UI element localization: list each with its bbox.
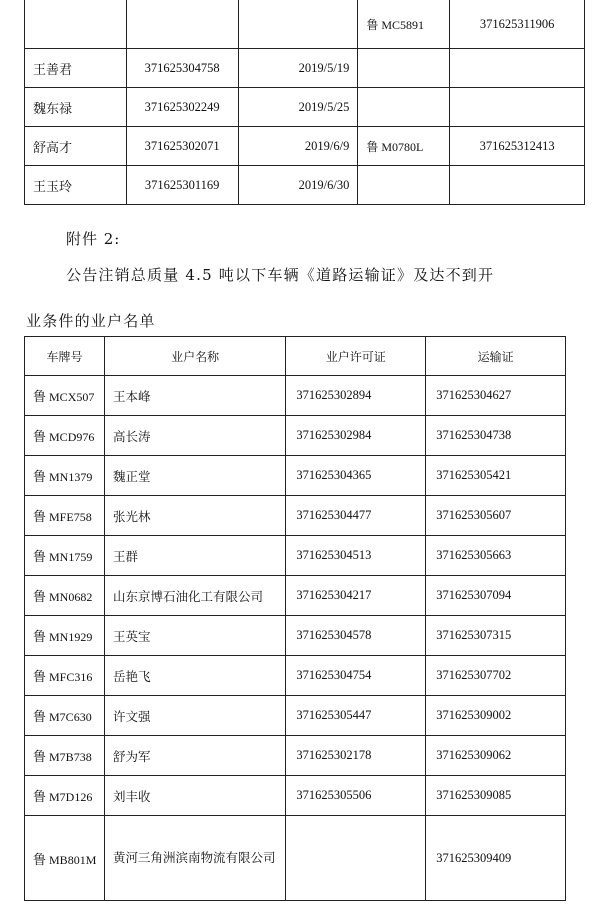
table-row <box>25 536 566 576</box>
permit-number: 371625301169 <box>126 166 238 205</box>
plate-cell <box>25 616 105 656</box>
plate-cell <box>25 736 105 776</box>
permit-number: 371625304217 <box>286 576 426 616</box>
owner-name: 舒为军 <box>104 736 285 776</box>
permit-number: 371625305506 <box>286 776 426 816</box>
transport-number: 371625312413 <box>450 127 585 166</box>
plate-number: MCX507 <box>49 390 95 404</box>
permit-number <box>126 0 238 49</box>
table-header-row <box>25 337 566 376</box>
column-header-name: 业户名称 <box>104 337 285 376</box>
owner-name: 王群 <box>104 536 285 576</box>
owner-name: 张光林 <box>104 496 285 536</box>
plate-number: MN0682 <box>49 590 93 604</box>
date: 2019/6/30 <box>238 166 358 205</box>
owner-name: 刘丰收 <box>104 776 285 816</box>
table-row <box>25 576 566 616</box>
plate-number: MFE758 <box>49 510 92 524</box>
table-row <box>25 456 566 496</box>
notice-text-line2: 业条件的业户名单 <box>26 312 156 330</box>
attachment-heading: 附件 2: <box>66 230 121 248</box>
owner-name: 魏正堂 <box>104 456 285 496</box>
transport-number <box>450 166 585 205</box>
province-char: 鲁 <box>33 710 47 725</box>
transport-number <box>450 88 585 127</box>
permit-number: 371625302894 <box>286 376 426 416</box>
permit-number: 371625304477 <box>286 496 426 536</box>
owner-name: 山东京博石油化工有限公司 <box>104 576 285 616</box>
owner-name: 王善君 <box>25 49 127 88</box>
permit-number: 371625302984 <box>286 416 426 456</box>
table-row <box>25 127 585 166</box>
table-row <box>25 496 566 536</box>
plate-cell <box>25 816 105 901</box>
table-row <box>25 0 585 49</box>
province-char: 鲁 <box>33 790 47 805</box>
date: 2019/6/9 <box>238 127 358 166</box>
date: 2019/5/25 <box>238 88 358 127</box>
table-row <box>25 88 585 127</box>
plate-cell <box>25 576 105 616</box>
province-char: 鲁 <box>33 390 47 405</box>
transport-number: 371625307094 <box>426 576 566 616</box>
permit-number: 371625304365 <box>286 456 426 496</box>
plate-number: M7B738 <box>49 750 92 764</box>
plate-cell <box>25 496 105 536</box>
table-row <box>25 49 585 88</box>
owner-name: 王玉玲 <box>25 166 127 205</box>
province-char: 鲁 <box>33 510 47 525</box>
permit-number: 371625302178 <box>286 736 426 776</box>
transport-number <box>450 49 585 88</box>
plate-cell <box>25 456 105 496</box>
province-char: 鲁 <box>33 590 47 605</box>
table-row <box>25 776 566 816</box>
province-char: 鲁 <box>33 670 47 685</box>
province-char: 鲁 <box>33 852 47 868</box>
plate-number <box>358 88 450 127</box>
plate-number: 鲁 MC5891 <box>358 0 450 49</box>
plate-cell <box>25 776 105 816</box>
plate-cell <box>25 536 105 576</box>
permit-number: 371625304578 <box>286 616 426 656</box>
table-row <box>25 656 566 696</box>
plate-number: MN1379 <box>49 470 93 484</box>
province-char: 鲁 <box>33 630 47 645</box>
transport-number: 371625305663 <box>426 536 566 576</box>
date <box>238 0 358 49</box>
plate-number: MN1929 <box>49 630 93 644</box>
table-row <box>25 166 585 205</box>
table-row <box>25 736 566 776</box>
plate-number: MFC316 <box>49 670 93 684</box>
transport-number: 371625304627 <box>426 376 566 416</box>
owner-name <box>25 0 127 49</box>
owner-name: 岳艳飞 <box>104 656 285 696</box>
transport-number: 371625304738 <box>426 416 566 456</box>
cancelled-operators-table <box>24 336 566 901</box>
plate-number <box>358 49 450 88</box>
notice-text-line1: 公告注销总质量 4.5 吨以下车辆《道路运输证》及达不到开 <box>66 266 495 284</box>
owner-name: 舒高才 <box>25 127 127 166</box>
plate-number: M7C630 <box>49 710 92 724</box>
permit-number: 371625302071 <box>126 127 238 166</box>
owner-name: 黄河三角洲滨南物流有限公司 <box>104 816 285 901</box>
table-row <box>25 376 566 416</box>
plate-number: MB801M <box>49 852 97 867</box>
transport-number: 371625309002 <box>426 696 566 736</box>
table-row <box>25 416 566 456</box>
province-char: 鲁 <box>33 430 47 445</box>
owner-name: 王英宝 <box>104 616 285 656</box>
permit-number: 371625302249 <box>126 88 238 127</box>
owner-name: 许文强 <box>104 696 285 736</box>
permit-number: 371625305447 <box>286 696 426 736</box>
owner-name: 魏东禄 <box>25 88 127 127</box>
plate-number <box>358 166 450 205</box>
transport-number: 371625309409 <box>426 816 566 901</box>
owner-name: 高长涛 <box>104 416 285 456</box>
date: 2019/5/19 <box>238 49 358 88</box>
column-header-transport: 运输证 <box>426 337 566 376</box>
plate-cell <box>25 416 105 456</box>
permit-number: 371625304513 <box>286 536 426 576</box>
plate-cell <box>25 376 105 416</box>
table-row <box>25 816 566 901</box>
owner-name: 王本峰 <box>104 376 285 416</box>
continued-vehicle-table <box>24 0 585 205</box>
permit-number: 371625304758 <box>126 49 238 88</box>
transport-number: 371625307702 <box>426 656 566 696</box>
plate-cell <box>25 656 105 696</box>
transport-number: 371625305421 <box>426 456 566 496</box>
permit-number <box>286 816 426 901</box>
column-header-permit: 业户许可证 <box>286 337 426 376</box>
plate-number: MN1759 <box>49 550 93 564</box>
table-row <box>25 616 566 656</box>
plate-number: 鲁 M0780L <box>358 127 450 166</box>
province-char: 鲁 <box>33 550 47 565</box>
transport-number: 371625305607 <box>426 496 566 536</box>
transport-number: 371625309085 <box>426 776 566 816</box>
province-char: 鲁 <box>33 750 47 765</box>
plate-number: M7D126 <box>49 790 93 804</box>
plate-cell <box>25 696 105 736</box>
transport-number: 371625307315 <box>426 616 566 656</box>
transport-number: 371625309062 <box>426 736 566 776</box>
column-header-plate: 车牌号 <box>25 337 105 376</box>
permit-number: 371625304754 <box>286 656 426 696</box>
province-char: 鲁 <box>33 470 47 485</box>
transport-number: 371625311906 <box>450 0 585 49</box>
plate-number: MCD976 <box>49 430 95 444</box>
table-row <box>25 696 566 736</box>
